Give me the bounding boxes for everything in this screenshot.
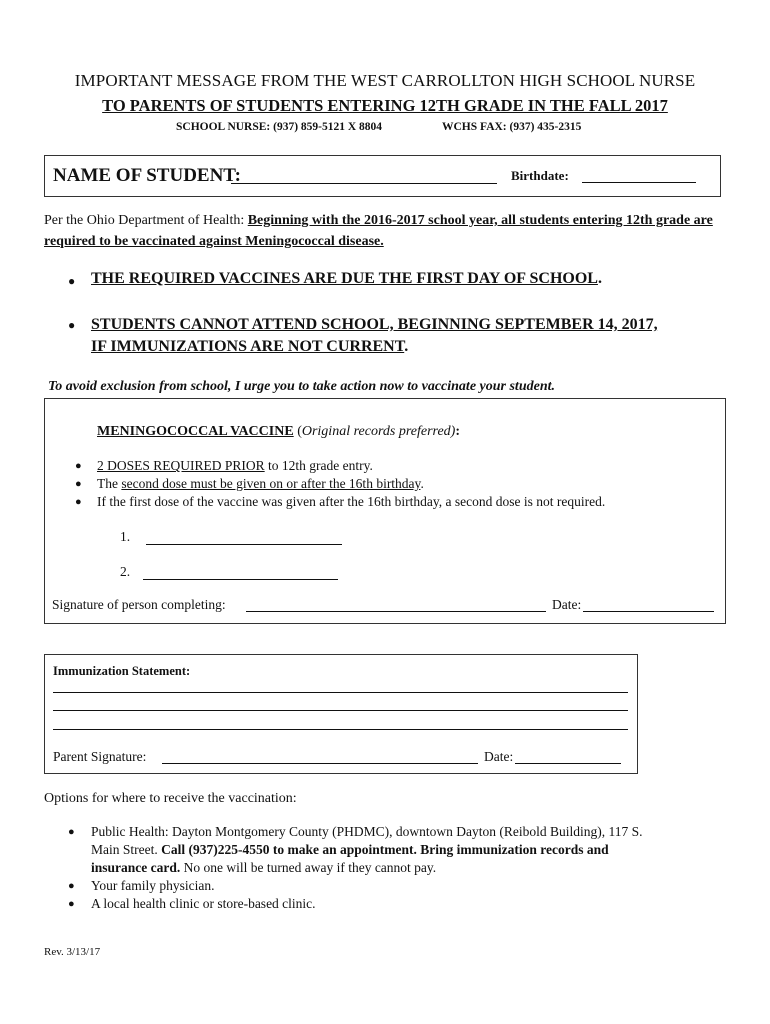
warning-due-first-day <box>91 270 602 288</box>
options-label: Options for where to receive the vaccination: <box>44 791 297 806</box>
birthdate-field[interactable] <box>582 182 696 183</box>
item-2-pre: The <box>97 476 122 491</box>
warning-1-end: . <box>597 270 602 287</box>
bullet-icon: ● <box>68 898 75 910</box>
statement-line-2[interactable] <box>53 710 628 711</box>
requirement-item-2 <box>97 476 424 492</box>
dose-2-field[interactable] <box>143 579 338 580</box>
warning-cannot-attend <box>91 314 741 358</box>
completer-date-label: Date: <box>552 597 582 612</box>
dose-2-label: 2. <box>120 564 131 579</box>
bullet-icon: ● <box>75 496 82 508</box>
statement-line-3[interactable] <box>53 729 628 730</box>
parent-signature-field[interactable] <box>162 763 478 764</box>
immunization-statement-label: Immunization Statement: <box>53 664 191 678</box>
page-subtitle: TO PARENTS OF STUDENTS ENTERING 12TH GRADE IN THE FALL 2017 <box>102 96 668 115</box>
option-1-insurance: insurance card. <box>91 860 181 875</box>
doses-required: 2 DOSES REQUIRED PRIOR <box>97 458 265 473</box>
option-family-physician: Your family physician. <box>91 878 215 893</box>
completer-signature-label: Signature of person completing: <box>52 597 226 612</box>
requirement-item-3: If the first dose of the vaccine was given after the 16th birthday, a second dose is not required. <box>97 494 606 509</box>
warning-2-line2: IF IMMUNIZATIONS ARE NOT CURRENT <box>91 338 405 355</box>
health-dept-statement <box>44 210 734 252</box>
vaccine-name: MENINGOCOCCAL VACCINE <box>97 424 294 439</box>
heading-colon: : <box>455 424 460 439</box>
option-public-health <box>91 823 731 877</box>
bullet-icon: ● <box>75 460 82 472</box>
paren-open: ( <box>293 424 302 439</box>
item-2-end: . <box>420 476 424 491</box>
requirement-item-1 <box>97 458 373 474</box>
fax-number: WCHS FAX: (937) 435-2315 <box>442 121 582 133</box>
dose-1-label: 1. <box>120 529 131 544</box>
statement-prefix: Per the Ohio Department of Health: <box>44 213 248 228</box>
warning-1-text: THE REQUIRED VACCINES ARE DUE THE FIRST DAY OF SCHOOL <box>91 270 598 287</box>
option-1-phone: Call (937)225-4550 to make an appointment. Bring immunization records and <box>161 842 609 857</box>
bullet-icon: ● <box>68 318 76 332</box>
meningococcal-heading <box>97 424 460 440</box>
warning-2-line1: STUDENTS CANNOT ATTEND SCHOOL, BEGINNING SEPTEMBER 14, 2017, <box>91 316 658 333</box>
completer-signature-field[interactable] <box>246 611 546 612</box>
parent-date-field[interactable] <box>515 763 621 764</box>
statement-requirement: Beginning with the 2016-2017 school year, all students entering 12th grade are required to be vaccinated against Meningococcal disease. <box>44 213 713 249</box>
bullet-icon: ● <box>68 826 75 838</box>
revision-date: Rev. 3/13/17 <box>44 946 101 958</box>
parent-date-label: Date: <box>484 749 514 764</box>
completer-date-field[interactable] <box>583 611 714 612</box>
nurse-phone: SCHOOL NURSE: (937) 859-5121 X 8804 <box>176 121 383 133</box>
item-1-rest: to 12th grade entry. <box>264 458 373 473</box>
option-1-line1: Public Health: Dayton Montgomery County (PHDMC), downtown Dayton (Reibold Building), 117 S. <box>91 824 643 839</box>
page-title: IMPORTANT MESSAGE FROM THE WEST CARROLLTON HIGH SCHOOL NURSE <box>74 71 696 90</box>
student-name-field[interactable] <box>231 183 497 184</box>
option-1-line2-pre: Main Street. <box>91 842 162 857</box>
bullet-icon: ● <box>68 274 76 288</box>
urge-message: To avoid exclusion from school, I urge you to take action now to vaccinate your student. <box>48 379 556 394</box>
birthdate-label: Birthdate: <box>511 168 569 183</box>
warning-2-end: . <box>404 338 409 355</box>
student-name-label: NAME OF STUDENT: <box>53 165 241 186</box>
option-local-clinic: A local health clinic or store-based clinic. <box>91 896 316 911</box>
records-note: Original records preferred) <box>301 424 456 439</box>
dose-1-field[interactable] <box>146 544 342 545</box>
option-1-line3-rest: No one will be turned away if they cannot pay. <box>180 860 437 875</box>
bullet-icon: ● <box>75 478 82 490</box>
parent-signature-label: Parent Signature: <box>53 749 147 764</box>
bullet-icon: ● <box>68 880 75 892</box>
statement-line-1[interactable] <box>53 692 628 693</box>
second-dose-rule: second dose must be given on or after the 16th birthday <box>121 476 421 491</box>
